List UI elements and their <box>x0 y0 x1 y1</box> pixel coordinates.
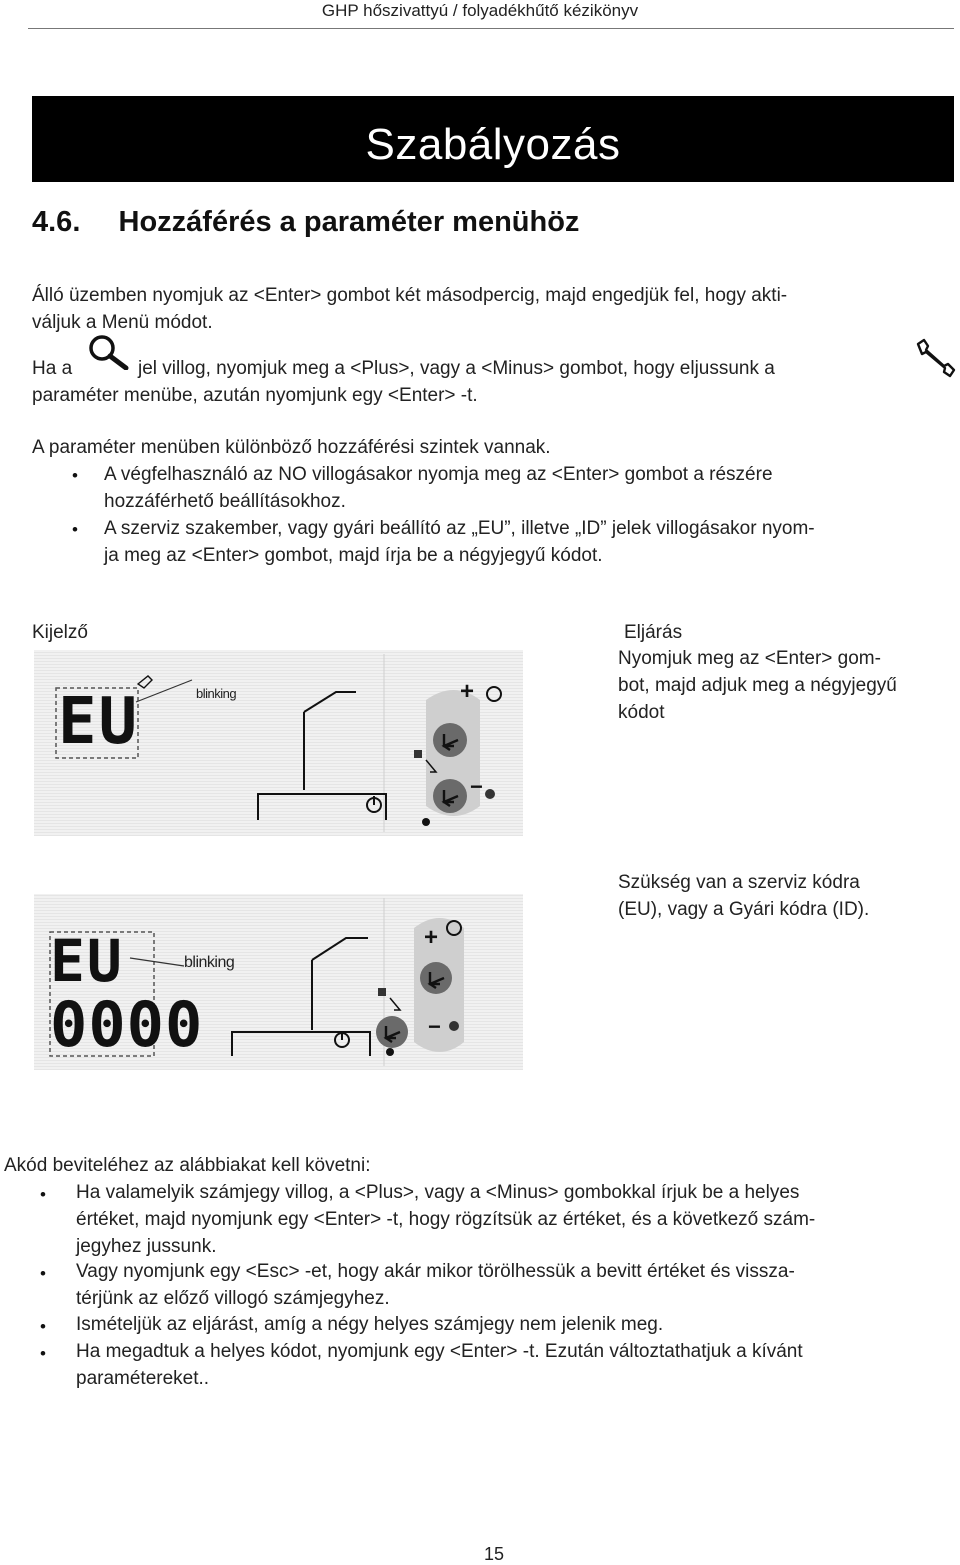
intro-paragraph-2-continued: jel villog, nyomjuk meg a <Plus>, vagy a <Minus> gombot, hogy eljussunk a <box>138 358 775 379</box>
service-code-note: Szükség van a szerviz kódra (EU), vagy a Gyári kódra (ID). <box>618 872 870 920</box>
procedure-text: Nyomjuk meg az <Enter> gom- bot, majd adjuk meg a négyjegyű kódot <box>618 648 897 723</box>
code-entry-item-2: Vagy nyomjunk egy <Esc> -et, hogy akár mikor törölhessük a bevitt értéket és vissza- térjünk az előző villogó számjegyhez. <box>76 1261 795 1309</box>
banner-title: Szabályozás <box>365 120 621 169</box>
minus-button[interactable]: − <box>428 1014 441 1039</box>
intro-paragraph-1: Álló üzemben nyomjuk az <Enter> gombot két másodpercig, majd engedjük fel, hogy akti- váljuk a Menü módot. <box>32 285 788 333</box>
wrench-icon <box>912 336 956 380</box>
code-entry-item-1: Ha valamelyik számjegy villog, a <Plus>, vagy a <Minus> gombokkal írjuk be a helyes értéket, majd nyomjunk egy <Enter> -t, hogy rögzítsük az értéket, és a következő szám- jegyhez jussunk. <box>76 1182 816 1257</box>
code-entry-item-3: Ismételjük az eljárást, amíg a négy helyes számjegy nem jelenik meg. <box>76 1314 664 1335</box>
bullet-marker: • <box>40 1317 46 1336</box>
intro-paragraph-3: A paraméter menüben különböző hozzáférési szintek vannak. <box>32 437 551 458</box>
bullet-marker: • <box>40 1344 46 1363</box>
intro-paragraph-2-start: Ha a <box>32 358 73 379</box>
procedure-column-heading: Eljárás <box>624 622 683 643</box>
bullet-item-service: A szerviz szakember, vagy gyári beállító az „EU”, illetve „ID” jelek villogásakor nyom- ja meg az <Enter> gombot, majd írja be a négyjegyű kódot. <box>104 518 815 566</box>
controller-display-2 <box>34 894 523 1070</box>
plus-button[interactable]: + <box>460 678 475 705</box>
intro-paragraph-2-end: paraméter menübe, azután nyomjunk egy <Enter> -t. <box>32 385 478 406</box>
blinking-label: blinking <box>196 686 237 701</box>
bullet-marker: • <box>72 466 78 485</box>
controller-display-1 <box>34 650 523 836</box>
page-number: 15 <box>483 1544 505 1564</box>
search-icon <box>86 334 130 370</box>
header-divider <box>28 28 954 29</box>
bullet-item-end-user: A végfelhasználó az NO villogásakor nyomja meg az <Enter> gombot a részére hozzáférhető beállításokhoz. <box>104 464 773 512</box>
bullet-marker: • <box>40 1185 46 1204</box>
section-title: Hozzáférés a paraméter menühöz <box>118 206 580 238</box>
segment-display-code: EU <box>50 927 124 995</box>
blinking-label: blinking <box>184 954 235 971</box>
bullet-marker: • <box>72 520 78 539</box>
segment-display-code: EU <box>58 685 140 759</box>
chapter-banner <box>32 96 954 182</box>
display-column-heading: Kijelző <box>32 622 88 643</box>
minus-button[interactable]: − <box>470 774 483 799</box>
running-header: GHP hőszivattyú / folyadékhűtő kézikönyv <box>321 1 639 20</box>
section-heading <box>32 206 579 239</box>
section-number: 4.6. <box>32 206 81 238</box>
segment-display-digits: 0000 <box>50 988 204 1061</box>
code-entry-intro: Akód beviteléhez az alábbiakat kell követni: <box>4 1155 371 1176</box>
plus-button[interactable]: + <box>424 924 439 951</box>
bullet-marker: • <box>40 1264 46 1283</box>
code-entry-item-4: Ha megadtuk a helyes kódot, nyomjunk egy <Enter> -t. Ezután változtathatjuk a kívánt paramétereket.. <box>76 1341 803 1389</box>
